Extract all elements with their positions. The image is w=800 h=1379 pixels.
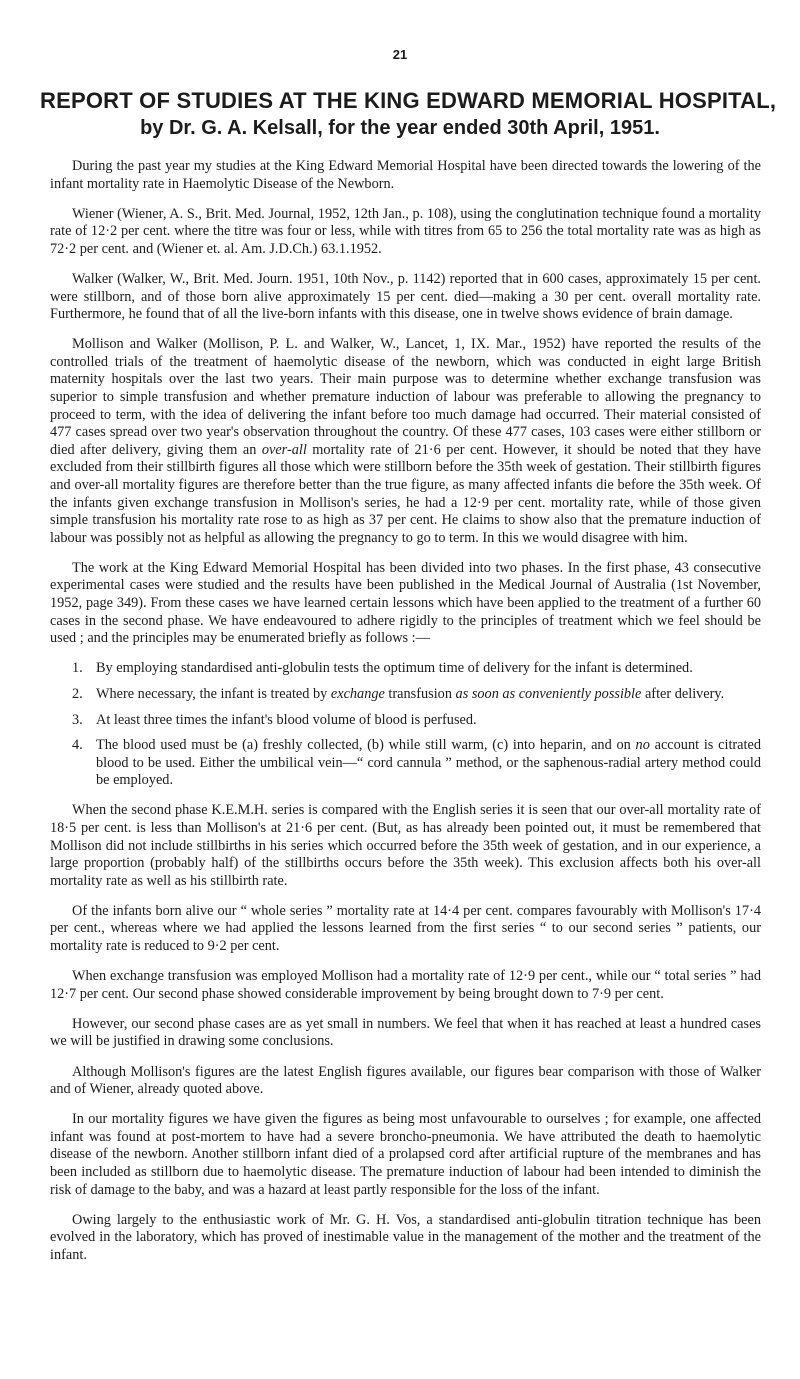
paragraph-exchange: When exchange transfusion was employed Mollison had a mortality rate of 12·9 per cent., while our “ total series ” had 12·7 per cent. Our second phase showed considerable improvement by being brought down to 7·9 per cent.: [50, 968, 761, 1002]
page-number: 21: [392, 47, 408, 62]
paragraph-comparison: When the second phase K.E.M.H. series is compared with the English series it is seen that our over-all mortality rate of 18·5 per cent. is less than Mollison's at 21·6 per cent. (But, as has already been pointed out, it must be remembered that Mollison did not include stillbirths in his series which occurred before the 35th week of gestation, and in our experience, a large proportion (probably half) of the stillbirths occurs before the 35th week). This exclusion affects both his over-all mortality rate as well as his stillbirth rate.: [50, 802, 761, 889]
list-item: [72, 711, 761, 730]
paragraph-phases: The work at the King Edward Memorial Hospital has been divided into two phases. In the first phase, 43 consecutive experimental cases were studied and the results have been published in the Medical Journal of Australia (1st November, 1952, page 349). From these cases we have learned certain lessons which have been applied to the treatment of a further 60 cases in the second phase. We have endeavoured to adhere rigidly to the principles of treatment which we feel should be used ; and the principles may be enumerated briefly as follows :—: [50, 559, 761, 647]
paragraph-latest-figures: Although Mollison's figures are the latest English figures available, our figures bear comparison with those of Walker and of Wiener, already quoted above.: [50, 1063, 761, 1098]
list-item-text: Where necessary, the infant is treated by: [96, 685, 331, 702]
mollison-emphasis: over-all: [261, 441, 307, 458]
paragraph-numbers: However, our second phase cases are as yet small in numbers. We feel that when it has reached at least a hundred cases we will be justified in drawing some conclusions.: [50, 1015, 761, 1050]
report-subtitle: by Dr. G. A. Kelsall, for the year ended 30th April, 1951.: [140, 117, 660, 139]
paragraph-vos: Owing largely to the enthusiastic work of Mr. G. H. Vos, a standardised anti-globulin titration technique has been evolved in the laboratory, which has proved of inestimable value in the management of the mother and the treatment of the infant.: [50, 1211, 761, 1263]
list-item-number: 2.: [72, 685, 83, 702]
list-item-emphasis: exchange: [330, 685, 385, 702]
list-item-text: At least three times the infant's blood volume of blood is perfused.: [96, 711, 477, 728]
list-item: [72, 737, 761, 790]
paragraph-walker: Walker (Walker, W., Brit. Med. Journ. 1951, 10th Nov., p. 1142) reported that in 600 cases, approximately 15 per cent. were stillborn, and of those born alive approximately 15 per cent. died—making a 30 per cent. overall mortality rate. Furthermore, he found that of all the live-born infants with this disease, one in twelve shows evidence of brain damage.: [50, 270, 761, 323]
list-item-text: after delivery.: [641, 685, 725, 702]
paragraph-wiener: Wiener (Wiener, A. S., Brit. Med. Journal, 1952, 12th Jan., p. 108), using the conglutination technique found a mortality rate of 12·2 per cent. where the titre was four or less, while with titres from 65 to 256 the total mortality rate was as high as 72·2 per cent. and (Wiener et. al. Am. J.D.Ch.) 63.1.1952.: [50, 205, 761, 257]
list-item-number: 4.: [72, 737, 83, 754]
report-body: [50, 158, 761, 1277]
report-title: REPORT OF STUDIES AT THE KING EDWARD MEMORIAL HOSPITAL,: [40, 88, 777, 113]
list-item-text: account is citrated blood to be used. Either the umbilical vein—“ cord cannula ” method, or the saphenous-radial artery method could be employed.: [96, 737, 761, 789]
paragraph-intro: During the past year my studies at the King Edward Memorial Hospital have been directed towards the lowering of the infant mortality rate in Haemolytic Disease of the Newborn.: [50, 158, 761, 192]
list-item: [72, 685, 761, 704]
list-item-number: 3.: [72, 711, 83, 728]
list-item-text: transfusion: [384, 685, 456, 702]
list-item-text: The blood used must be (a) freshly collected, (b) while still warm, (c) into heparin, and on: [96, 737, 636, 754]
list-item-emphasis: no: [635, 737, 650, 754]
paragraph-whole-series: Of the infants born alive our “ whole series ” mortality rate at 14·4 per cent. compares favourably with Mollison's 17·4 per cent., whereas where we had applied the lessons learned from the first series “ to our second series ” patients, our mortality rate is reduced to 9·2 per cent.: [50, 902, 761, 955]
paragraph-unfavourable: In our mortality figures we have given the figures as being most unfavourable to ourselves ; for example, one affected infant was found at post-mortem to have had a severe broncho-pneumonia. We have attributed the death to haemolytic disease of the newborn. Another stillborn infant died of a prolapsed cord after artificial rupture of the membranes and has been included as stillborn due to haemolytic disease. The premature induction of labour had been intended to diminish the risk of damage to the baby, and was a hazard at least partly responsible for the loss of the infant.: [50, 1111, 761, 1198]
mollison-text-before: Mollison and Walker (Mollison, P. L. and Walker, W., Lancet, 1, IX. Mar., 1952) have reported the results of the controlled trials of the treatment of haemolytic disease of the newborn, which was conducted in eight large British maternity hospitals over the last two years. Their main purpose was to determine whether exchange transfusion was superior to simple transfusion and whether premature induction of labour was preferable to allowing the pregnancy to proceed to term, with the idea of delivering the infant before too much damage had occurred. Their material consisted of 477 cases spread over two year's observation throughout the country. Of these 477 cases, 103 cases were either stillborn or died after delivery, giving them an: [50, 336, 761, 458]
principles-list: [50, 660, 761, 790]
list-item: [72, 660, 761, 678]
paragraph-mollison: [50, 336, 761, 547]
list-item-emphasis: as soon as conveniently possible: [455, 685, 642, 702]
list-item-number: 1.: [72, 660, 83, 677]
list-item-text: By employing standardised anti-globulin tests the optimum time of delivery for the infant is determined.: [96, 660, 693, 677]
mollison-text-after: mortality rate of 21·6 per cent. However, it should be noted that they have excluded from their stillbirth figures all those which were stillborn before the 35th week of gestation. Their stillbirth figures and over-all mortality figures are therefore better than the true figure, as many affected infants die before the 35th week. Of the infants given exchange transfusion in Mollison's series, he had a 12·9 per cent. mortality rate, while of those given simple transfusion his mortality rate rose to as high as 37 per cent. He claims to show also that the premature induction of labour was possibly not as helpful as allowing the pregnancy to go to term. In this we would disagree with him.: [50, 441, 761, 546]
